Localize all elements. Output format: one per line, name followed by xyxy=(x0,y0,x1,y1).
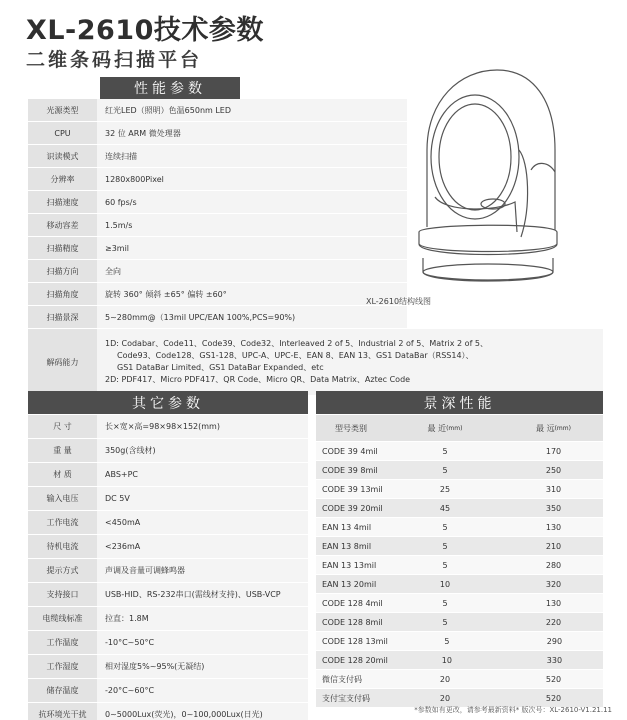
depth-near: 5 xyxy=(442,560,448,570)
performance-header: 性能参数 xyxy=(100,77,240,99)
depth-row xyxy=(316,613,603,632)
spec-row xyxy=(28,511,308,535)
depth-type: CODE 128 13mil xyxy=(322,636,388,646)
depth-near: 20 xyxy=(439,674,451,684)
col-far: 最 远 (mm) xyxy=(536,423,571,433)
depth-type: 支付宝支付码 xyxy=(322,693,370,703)
depth-row xyxy=(316,556,603,575)
depth-far: 170 xyxy=(545,446,562,456)
spec-value: 长×宽×高=98×98×152(mm) xyxy=(97,415,308,438)
depth-far: 310 xyxy=(545,484,562,494)
spec-label: 重 量 xyxy=(28,439,97,462)
depth-far: 350 xyxy=(545,503,562,513)
depth-row xyxy=(316,499,603,518)
spec-value: -10°C~50°C xyxy=(97,631,308,654)
depth-near: 5 xyxy=(444,636,450,646)
depth-row xyxy=(316,461,603,480)
depth-far: 220 xyxy=(545,617,562,627)
spec-label: 扫描速度 xyxy=(28,191,97,213)
depth-near: 45 xyxy=(439,503,451,513)
spec-row xyxy=(28,703,308,720)
decode-line: Code93、Code128、GS1-128、UPC-A、UPC-E、EAN 8、EAN 13、GS1 DataBar（RSS14）、 xyxy=(117,351,474,360)
spec-row xyxy=(28,306,603,329)
depth-far: 130 xyxy=(545,522,562,532)
col-near: 最 近 (mm) xyxy=(427,423,463,433)
spec-value: 相对湿度5%~95%(无凝结) xyxy=(97,655,308,678)
depth-table xyxy=(316,415,603,708)
depth-far: 520 xyxy=(545,674,562,684)
col-type: 型号类别 xyxy=(335,423,367,433)
scanner-line-drawing xyxy=(405,62,565,292)
spec-row xyxy=(28,487,308,511)
image-caption: XL-2610结构线图 xyxy=(366,297,432,306)
depth-far: 320 xyxy=(545,579,562,589)
spec-row xyxy=(28,679,308,703)
spec-value: <236mA xyxy=(97,535,308,558)
depth-type: CODE 128 4mil xyxy=(322,598,383,608)
spec-label: 工作湿度 xyxy=(28,655,97,678)
spec-value: -20°C~60°C xyxy=(97,679,308,702)
depth-near: 10 xyxy=(441,655,452,665)
depth-row xyxy=(316,518,603,537)
depth-row xyxy=(316,594,603,613)
depth-near: 5 xyxy=(442,522,448,532)
depth-type: EAN 13 20mil xyxy=(322,579,377,589)
depth-row xyxy=(316,575,603,594)
spec-label: 储存温度 xyxy=(28,679,97,702)
depth-near: 5 xyxy=(442,465,448,475)
spec-label: 工作温度 xyxy=(28,631,97,654)
depth-far: 280 xyxy=(545,560,562,570)
spec-value: USB-HID、RS-232串口(需线材支持)、USB-VCP xyxy=(97,583,308,606)
spec-value: 350g(含线材) xyxy=(97,439,308,462)
decode-line: GS1 DataBar Limited、GS1 DataBar Expanded、etc xyxy=(117,363,324,372)
depth-type: CODE 39 20mil xyxy=(322,503,383,513)
spec-value: 1280x800Pixel xyxy=(97,168,407,190)
depth-near: 25 xyxy=(439,484,451,494)
spec-value: DC 5V xyxy=(97,487,308,510)
depth-type: EAN 13 13mil xyxy=(322,560,377,570)
spec-value: ≥3mil xyxy=(97,237,407,259)
spec-label: 移动容差 xyxy=(28,214,97,236)
depth-near: 5 xyxy=(442,598,448,608)
spec-value: 拉直：1.8M xyxy=(97,607,308,630)
depth-far: 250 xyxy=(545,465,562,475)
spec-row xyxy=(28,463,308,487)
spec-value: 红光LED（照明）色温650nm LED xyxy=(97,99,407,121)
decode-line: 2D: PDF417、Micro PDF417、QR Code、Micro QR、Data Matrix、Aztec Code xyxy=(105,375,411,384)
spec-value: 32 位 ARM 微处理器 xyxy=(97,122,407,144)
depth-type: CODE 39 8mil xyxy=(322,465,378,475)
spec-row-decode xyxy=(28,329,603,396)
spec-label: 扫描景深 xyxy=(28,306,97,328)
spec-value: 0~5000Lux(荧光)，0~100,000Lux(日光) xyxy=(97,703,308,720)
decode-capability xyxy=(97,329,603,395)
spec-value: 声调及音量可调蜂鸣器 xyxy=(97,559,308,582)
spec-label: 提示方式 xyxy=(28,559,97,582)
spec-label: 输入电压 xyxy=(28,487,97,510)
depth-header-row xyxy=(316,415,603,442)
spec-label: 扫描角度 xyxy=(28,283,97,305)
spec-label: 抗环境光干扰 xyxy=(28,703,97,720)
spec-label: 待机电流 xyxy=(28,535,97,558)
spec-row xyxy=(28,607,308,631)
depth-near: 5 xyxy=(442,446,448,456)
spec-value: <450mA xyxy=(97,511,308,534)
decode-line: 1D: Codabar、Code11、Code39、Code32、Interleaved 2 of 5、Industrial 2 of 5、Matrix 2 of 5、 xyxy=(105,339,489,348)
spec-label: 解码能力 xyxy=(28,329,97,395)
depth-performance-header: 景深性能 xyxy=(316,391,603,414)
spec-value: 连续扫描 xyxy=(97,145,407,167)
depth-type: 微信支付码 xyxy=(322,674,362,684)
spec-label: 识读模式 xyxy=(28,145,97,167)
page-title: XL-2610技术参数 xyxy=(26,15,264,46)
depth-near: 5 xyxy=(442,617,448,627)
spec-row xyxy=(28,655,308,679)
page-subtitle: 二维条码扫描平台 xyxy=(26,49,203,71)
depth-row xyxy=(316,442,603,461)
spec-label: 材 质 xyxy=(28,463,97,486)
spec-label: 扫描方向 xyxy=(28,260,97,282)
spec-value: 60 fps/s xyxy=(97,191,407,213)
spec-label: 分辨率 xyxy=(28,168,97,190)
spec-value: 全向 xyxy=(97,260,407,282)
depth-type: CODE 128 8mil xyxy=(322,617,383,627)
depth-far: 290 xyxy=(546,636,563,646)
spec-row xyxy=(28,439,308,463)
depth-far: 210 xyxy=(545,541,562,551)
depth-far: 130 xyxy=(545,598,562,608)
spec-value: 1.5m/s xyxy=(97,214,407,236)
spec-value: 5~280mm@（13mil UPC/EAN 100%,PCS=90%) xyxy=(97,306,407,328)
spec-row xyxy=(28,535,308,559)
depth-far: 330 xyxy=(546,655,563,665)
spec-label: 扫描精度 xyxy=(28,237,97,259)
spec-row xyxy=(28,583,308,607)
depth-row xyxy=(316,670,603,689)
depth-near: 20 xyxy=(439,693,451,703)
spec-row xyxy=(28,415,308,439)
depth-far: 520 xyxy=(545,693,562,703)
spec-label: 电缆线标准 xyxy=(28,607,97,630)
spec-value: 旋转 360° 倾斜 ±65° 偏转 ±60° xyxy=(97,283,407,305)
spec-row xyxy=(28,559,308,583)
depth-near: 5 xyxy=(442,541,448,551)
depth-row xyxy=(316,651,603,670)
depth-row xyxy=(316,632,603,651)
spec-label: CPU xyxy=(28,122,97,144)
depth-type: CODE 39 4mil xyxy=(322,446,378,456)
spec-label: 工作电流 xyxy=(28,511,97,534)
spec-label: 支持接口 xyxy=(28,583,97,606)
footer-note: *参数如有更改，请参考最新资料* 版次号：XL-2610-V1.21.11 xyxy=(414,706,612,714)
depth-row xyxy=(316,537,603,556)
spec-label: 光源类型 xyxy=(28,99,97,121)
other-params-table xyxy=(28,415,308,720)
spec-row xyxy=(28,631,308,655)
spec-value: ABS+PC xyxy=(97,463,308,486)
spec-label: 尺 寸 xyxy=(28,415,97,438)
depth-type: CODE 128 20mil xyxy=(322,655,388,665)
other-params-header: 其它参数 xyxy=(28,391,308,414)
depth-type: EAN 13 4mil xyxy=(322,522,372,532)
depth-type: EAN 13 8mil xyxy=(322,541,372,551)
depth-row xyxy=(316,480,603,499)
depth-near: 10 xyxy=(439,579,451,589)
depth-type: CODE 39 13mil xyxy=(322,484,383,494)
